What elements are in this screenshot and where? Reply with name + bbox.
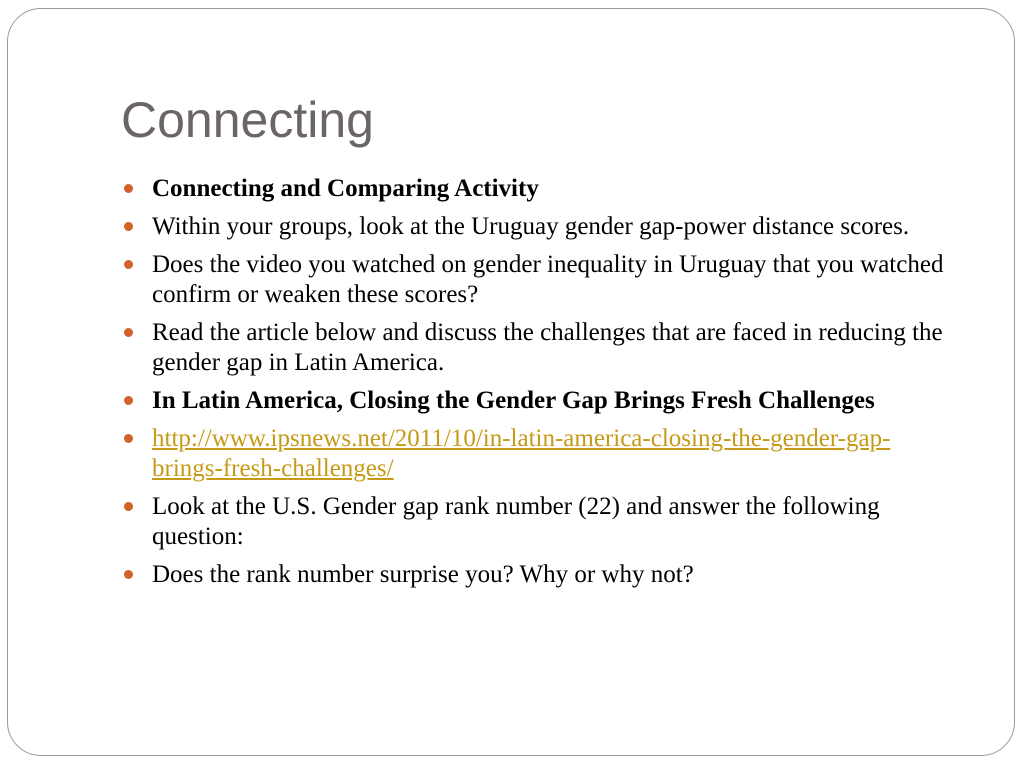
bullet-text: Connecting and Comparing Activity (152, 175, 539, 202)
bullet-item (124, 318, 944, 378)
bullet-text: Does the rank number surprise you? Why or why not? (152, 561, 694, 588)
bullet-icon (124, 434, 133, 443)
bullet-icon (124, 396, 133, 405)
bullet-list (124, 174, 944, 598)
bullet-item (124, 212, 944, 242)
bullet-text: In Latin America, Closing the Gender Gap Brings Fresh Challenges (152, 387, 875, 414)
bullet-icon (124, 328, 133, 337)
slide-frame (7, 8, 1015, 756)
bullet-text: Read the article below and discuss the challenges that are faced in reducing the gender gap in Latin America. (152, 319, 943, 376)
bullet-icon (124, 184, 133, 193)
bullet-icon (124, 260, 133, 269)
bullet-item (124, 386, 944, 416)
article-link[interactable]: http://www.ipsnews.net/2011/10/in-latin-america-closing-the-gender-gap-brings-fresh-challenges/ (152, 425, 891, 482)
bullet-item (124, 492, 944, 552)
bullet-icon (124, 570, 133, 579)
bullet-icon (124, 222, 133, 231)
bullet-text: Within your groups, look at the Uruguay gender gap-power distance scores. (152, 213, 910, 240)
bullet-text: Look at the U.S. Gender gap rank number (22) and answer the following question: (152, 493, 880, 550)
bullet-icon (124, 502, 133, 511)
bullet-item (124, 250, 944, 310)
bullet-text: Does the video you watched on gender inequality in Uruguay that you watched confirm or weaken these scores? (152, 251, 944, 308)
slide-title: Connecting (121, 92, 374, 148)
bullet-item (124, 424, 944, 484)
bullet-item (124, 174, 944, 204)
bullet-item (124, 560, 944, 590)
